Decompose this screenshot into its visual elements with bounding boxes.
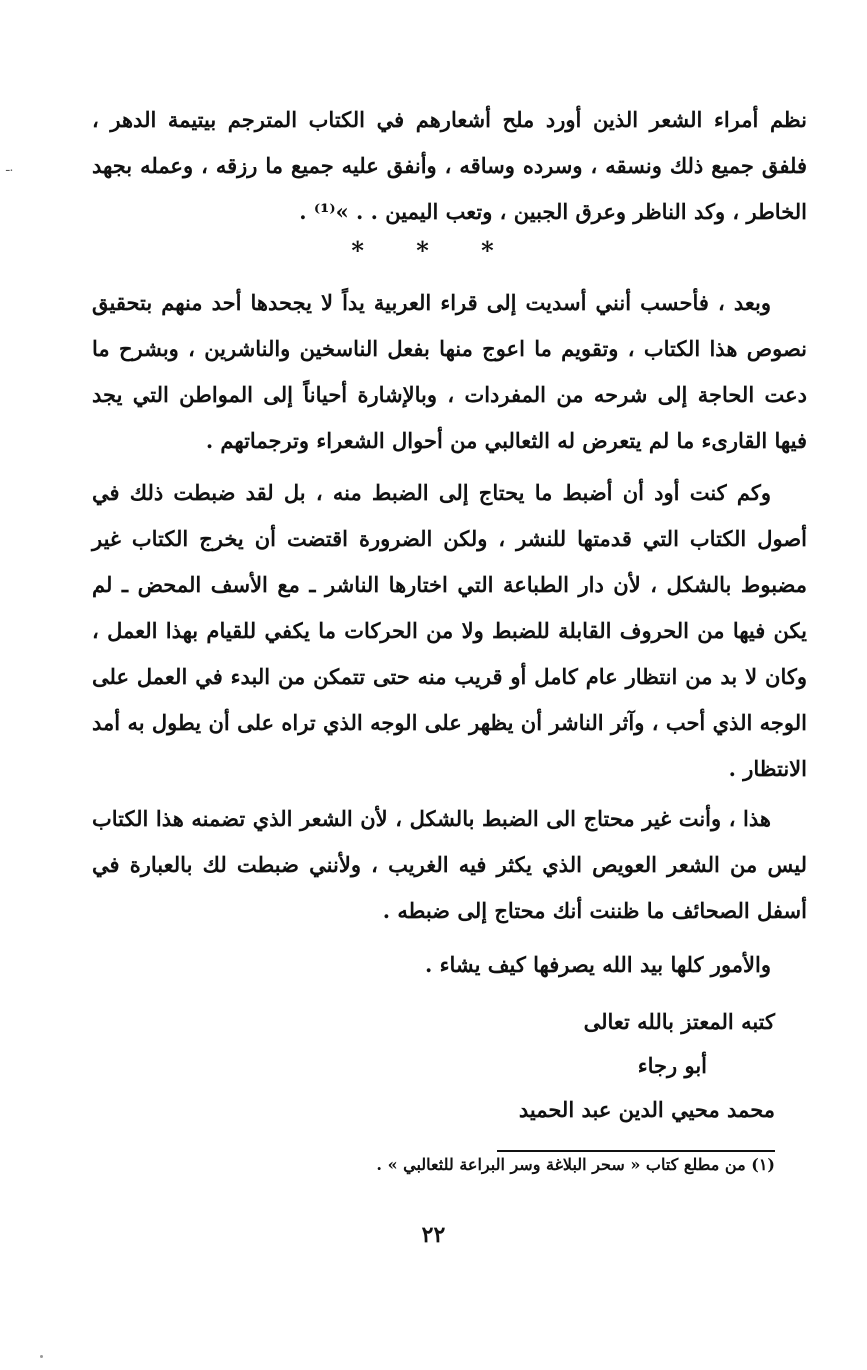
scan-speck — [40, 1355, 43, 1358]
signature-line-1: كتبه المعتز بالله تعالى — [583, 1009, 775, 1034]
paragraph-2: وبعد ، فأحسب أنني أسديت إلى قراء العربية يداً لا يجحدها أحد منهم بتحقيق نصوص هذا الكتاب ، وتقويم ما اعوج منها بفعل الناسخين والناشرين ، وبشرح ما دعت الحاجة إلى شرحه من المفردات ، وبالإشارة أحياناً إلى المواطن التي يجد فيها القارىء ما لم يتعرض له الثعالبي من أحوال الشعراء وترجماتهم . — [92, 290, 807, 453]
paragraph-5: والأمور كلها بيد الله يصرفها كيف يشاء . — [424, 952, 771, 977]
section-separator: * * * — [351, 236, 516, 265]
footnote: (١) من مطلع كتاب « سحر البلاغة وسر البراعة للثعالبي » . — [376, 1155, 775, 1174]
paragraph-3: وكم كنت أود أن أضبط ما يحتاج إلى الضبط منه ، بل لقد ضبطت ذلك في أصول الكتاب التي قدمتها للنشر ، ولكن الضرورة اقتضت أن يخرج الكتاب غير مضبوط بالشكل ، لأن دار الطباعة التي اختارها الناشر ـ مع الأسف المحض ـ لم يكن فيها من الحروف القابلة للضبط ولا من الحركات ما يكفي للقيام بهذا العمل ، وكان لا بد من انتظار عام كامل أو قريب منه حتى تتمكن من البدء في العمل على الوجه الذي أحب ، وآثر الناشر أن يظهر على الوجه الذي تراه على أن يطول به أمد الانتظار . — [92, 480, 807, 781]
paragraph-4: هذا ، وأنت غير محتاج الى الضبط بالشكل ، لأن الشعر الذي تضمنه هذا الكتاب ليس من الشعر العويص الذي يكثر فيه الغريب ، ولأنني ضبطت لك بالعبارة في أسفل الصحائف ما ظننت أنك محتاج إلى ضبطه . — [92, 806, 807, 923]
margin-mark: ـ. — [6, 160, 14, 174]
paragraph-1: نظم أمراء الشعر الذين أورد ملح أشعارهم في الكتاب المترجم بيتيمة الدهر ، فلفق جميع ذلك ونسقه ، وسرده وساقه ، وأنفق عليه جميع ما رزقه ، وعمله بجهد الخاطر ، وكد الناظر وعرق الجبين ، وتعب اليمين . . »⁽¹⁾ . — [92, 107, 807, 224]
signature-line-2: أبو رجاء — [637, 1053, 707, 1078]
signature-line-3: محمد محيي الدين عبد الحميد — [518, 1097, 775, 1122]
page-number: ٢٢ — [421, 1222, 446, 1248]
